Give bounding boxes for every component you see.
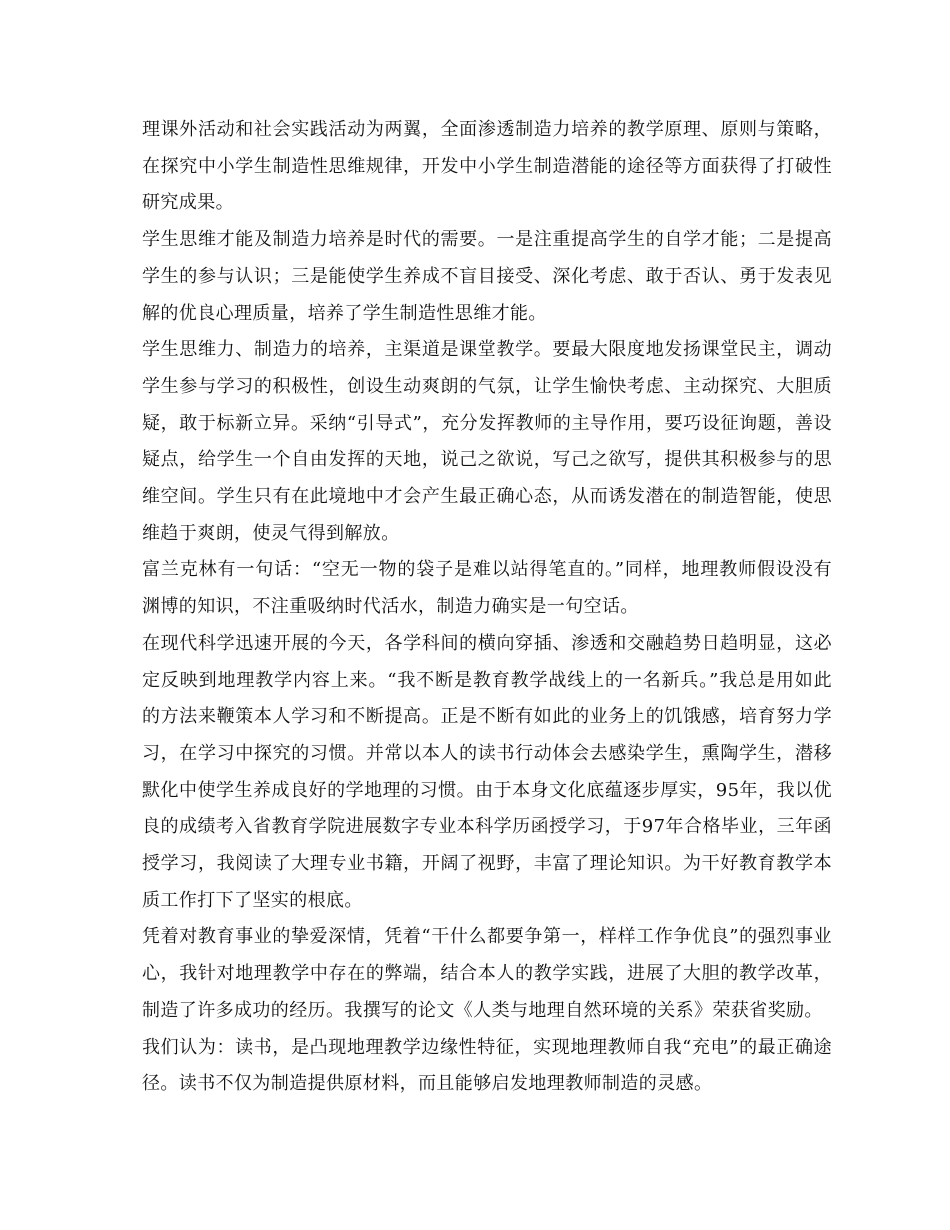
paragraph: 学生思维力、制造力的培养，主渠道是课堂教学。要最大限度地发扬课堂民主，调动学生参与学习的积极性，创设生动爽朗的气氛，让学生愉快考虑、主动探究、大胆质疑，敢于标新立异。采纳“引导式”，充分发挥教师的主导作用，要巧设征询题，善设疑点，给学生一个自由发挥的天地，说己之欲说，写己之欲写，提供其积极参与的思维空间。学生只有在此境地中才会产生最正确心态，从而诱发潜在的制造智能，使思维趋于爽朗，使灵气得到解放。 xyxy=(142,339,832,544)
paragraph: 在现代科学迅速开展的今天，各学科间的横向穿插、渗透和交融趋势日趋明显，这必定反映到地理教学内容上来。“我不断是教育教学战线上的一名新兵。”我总是用如此的方法来鞭策本人学习和不断提高。正是不断有如此的业务上的饥饿感，培育努力学习，在学习中探究的习惯。并常以本人的读书行动体会去感染学生，熏陶学生，潜移默化中使学生养成良好的学地理的习惯。由于本身文化底蕴逐步厚实，95年，我以优良的成绩考入省教育学院进展数字专业本科学历函授学习，于97年合格毕业，三年函授学习，我阅读了大理专业书籍，开阔了视野，丰富了理论知识。为干好教育教学本质工作打下了坚实的根底。 xyxy=(142,632,832,911)
paragraph: 凭着对教育事业的挚爱深情，凭着“干什么都要争第一，样样工作争优良”的强烈事业心，我针对地理教学中存在的弊端，结合本人的教学实践，进展了大胆的教学改革，制造了许多成功的经历。我撰写的论文《人类与地理自然环境的关系》荣获省奖励。 xyxy=(142,926,832,1021)
paragraph: 理课外活动和社会实践活动为两翼，全面渗透制造力培养的教学原理、原则与策略，在探究中小学生制造性思维规律，开发中小学生制造潜能的途径等方面获得了打破性研究成果。 xyxy=(142,119,832,214)
paragraph: 富兰克林有一句话：“空无一物的袋子是难以站得笔直的。”同样，地理教师假设没有渊博的知识，不注重吸纳时代活水，制造力确实是一句空话。 xyxy=(142,559,832,618)
document-body xyxy=(142,112,832,1103)
paragraph: 学生思维才能及制造力培养是时代的需要。一是注重提高学生的自学才能；二是提高学生的参与认识；三是能使学生养成不盲目接受、深化考虑、敢于否认、勇于发表见解的优良心理质量，培养了学生制造性思维才能。 xyxy=(142,229,832,324)
paragraph: 我们认为：读书，是凸现地理教学边缘性特征，实现地理教师自我“充电”的最正确途径。读书不仅为制造提供原材料，而且能够启发地理教师制造的灵感。 xyxy=(142,1036,832,1095)
